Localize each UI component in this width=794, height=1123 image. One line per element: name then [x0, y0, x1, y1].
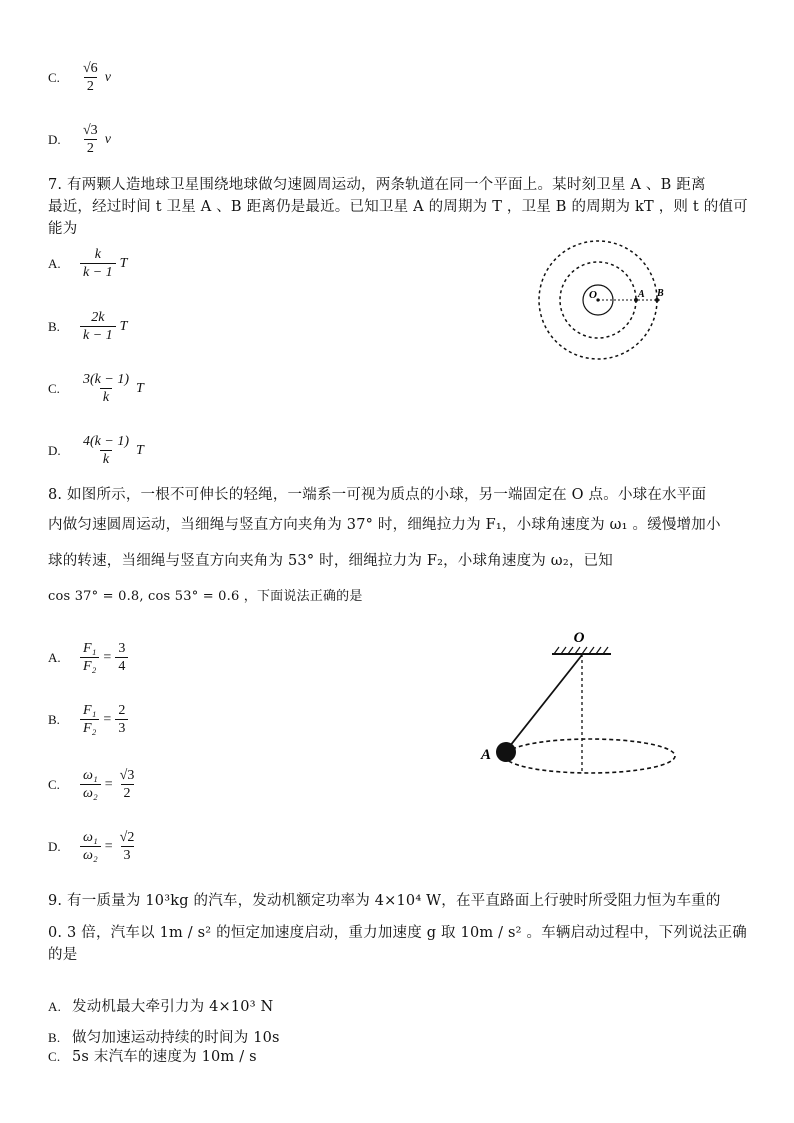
q8-pendulum-figure [476, 624, 686, 776]
fraction-denominator: F₂ [80, 657, 99, 675]
fraction-right [115, 640, 128, 675]
fraction-numerator: 3(k − 1) [83, 372, 129, 387]
fraction-denominator: 2 [121, 784, 134, 802]
fraction-left [80, 767, 101, 802]
variable: v [104, 69, 111, 85]
equals-sign: = [103, 649, 112, 665]
variable: T [119, 255, 128, 271]
fraction [80, 309, 116, 344]
fraction-numerator: k [94, 247, 101, 262]
fraction [80, 60, 101, 95]
fraction-denominator: k [100, 450, 112, 468]
q8-option-b [48, 702, 128, 737]
label-o: O [589, 289, 597, 301]
variable: T [119, 318, 128, 334]
q8-option-c [48, 767, 137, 802]
fraction-numerator: 2k [91, 310, 105, 325]
option-label: D. [48, 131, 61, 147]
variable: T [136, 442, 144, 458]
q9-line-1: 9. 有一质量为 10³kg 的汽车，发动机额定功率为 4×10⁴ W，在平直路面上行驶时所受阻力恒为车重的 [48, 893, 721, 909]
q8-line-3: 球的转速，当细绳与竖直方向夹角为 53° 时，细绳拉力为 F₂，小球角速度为 ω₂，已知 [48, 553, 613, 569]
option-label: B. [48, 318, 60, 334]
fraction-denominator: 3 [121, 846, 134, 864]
option-label: B. [48, 711, 60, 727]
option-label: A. [48, 649, 61, 665]
q9-line-2: 0. 3 倍，汽车以 1m / s² 的恒定加速度启动，重力加速度 g 取 10m / s² 。车辆启动过程中，下列说法正确 [48, 925, 748, 941]
option-label: D. [48, 838, 61, 854]
label-a: A [638, 289, 645, 300]
q8-option-d [48, 829, 137, 864]
fraction-denominator: k − 1 [80, 326, 116, 344]
fraction-numerator: √3 [83, 123, 98, 138]
option-text: 5s 末汽车的速度为 10m / s [72, 1049, 257, 1065]
fraction [80, 122, 101, 157]
fraction-right [115, 702, 128, 737]
q7-line-3: 能为 [48, 221, 78, 237]
fraction-numerator: F₁ [83, 703, 97, 718]
fraction-denominator: F₂ [80, 719, 99, 737]
q8-line-1: 8. 如图所示，一根不可伸长的轻绳，一端系一可视为质点的小球，另一端固定在 O 点。小球在水平面 [48, 487, 707, 503]
rope [506, 655, 582, 751]
option-text: 发动机最大牵引力为 4×10³ N [72, 999, 274, 1015]
q9-line-3: 的是 [48, 947, 78, 963]
fraction-denominator: 3 [115, 719, 128, 737]
label-b: B [657, 288, 664, 299]
fraction-denominator: k [100, 388, 112, 406]
equals-sign: = [104, 776, 113, 792]
ball [496, 742, 516, 762]
option-label: C. [48, 776, 60, 792]
equals-sign: = [104, 838, 113, 854]
variable: T [136, 380, 144, 396]
q7-option-a [48, 246, 127, 281]
q8-stem [48, 484, 768, 608]
fraction-numerator: 4(k − 1) [83, 434, 129, 449]
q6-option-c [48, 60, 111, 95]
q7-line-1: 7. 有两颗人造地球卫星围绕地球做匀速圆周运动，两条轨道在同一个平面上。某时刻卫星 A 、B 距离 [48, 177, 706, 193]
fraction-numerator: F₁ [83, 641, 97, 656]
q7-option-b [48, 309, 127, 344]
fraction [80, 246, 116, 281]
q7-option-c [48, 371, 144, 406]
ceiling-hatch [554, 647, 608, 654]
fraction-numerator: √2 [119, 830, 135, 845]
q8-line-2: 内做匀速圆周运动，当细绳与竖直方向夹角为 37° 时，细绳拉力为 F₁，小球角速度为 ω₁ 。缓慢增加小 [48, 517, 721, 533]
q7-orbit-figure [536, 232, 666, 366]
option-label: D. [48, 442, 61, 458]
equals-sign: = [103, 711, 112, 727]
q9-option-a [48, 996, 273, 1018]
q7-option-d [48, 433, 144, 468]
fraction-numerator: 3 [118, 641, 126, 656]
option-text: 做匀加速运动持续的时间为 10s [72, 1030, 280, 1046]
fraction [80, 371, 132, 406]
q6-option-d [48, 122, 111, 157]
q9-option-c [48, 1046, 257, 1068]
fraction-left [80, 702, 99, 737]
fraction-denominator: k − 1 [80, 263, 116, 281]
label-o: O [573, 630, 585, 646]
q7-line-2: 最近，经过时间 t 卫星 A 、B 距离仍是最近。已知卫星 A 的周期为 T ，卫星 B 的周期为 kT ，则 t 的值可 [48, 199, 748, 215]
option-label: B. [48, 1030, 61, 1045]
fraction-denominator: 2 [84, 139, 97, 157]
fraction-denominator: 2 [84, 77, 97, 95]
q7-stem [48, 174, 758, 240]
fraction-numerator: ω₁ [83, 768, 98, 783]
q8-option-a [48, 640, 128, 675]
variable: v [104, 131, 111, 147]
orbit-ellipse [505, 739, 675, 773]
fraction-numerator: ω₁ [83, 830, 98, 845]
fraction-denominator: 4 [115, 657, 128, 675]
fraction-right [117, 767, 138, 802]
fraction-numerator: 2 [118, 703, 126, 718]
fraction-denominator: ω₂ [80, 784, 101, 802]
option-label: C. [48, 380, 60, 396]
fraction-denominator: ω₂ [80, 846, 101, 864]
q8-line-4: cos 37° = 0.8, cos 53° = 0.6 ，下面说法正确的是 [48, 589, 363, 604]
fraction-numerator: √3 [119, 768, 135, 783]
fraction [80, 433, 132, 468]
label-a: A [481, 747, 492, 763]
fraction-left [80, 829, 101, 864]
fraction-numerator: √6 [83, 61, 98, 76]
option-label: A. [48, 999, 62, 1014]
fraction-left [80, 640, 99, 675]
option-label: C. [48, 69, 60, 85]
option-label: A. [48, 255, 61, 271]
fraction-right [117, 829, 138, 864]
option-label: C. [48, 1049, 61, 1064]
q9-stem [48, 890, 778, 966]
